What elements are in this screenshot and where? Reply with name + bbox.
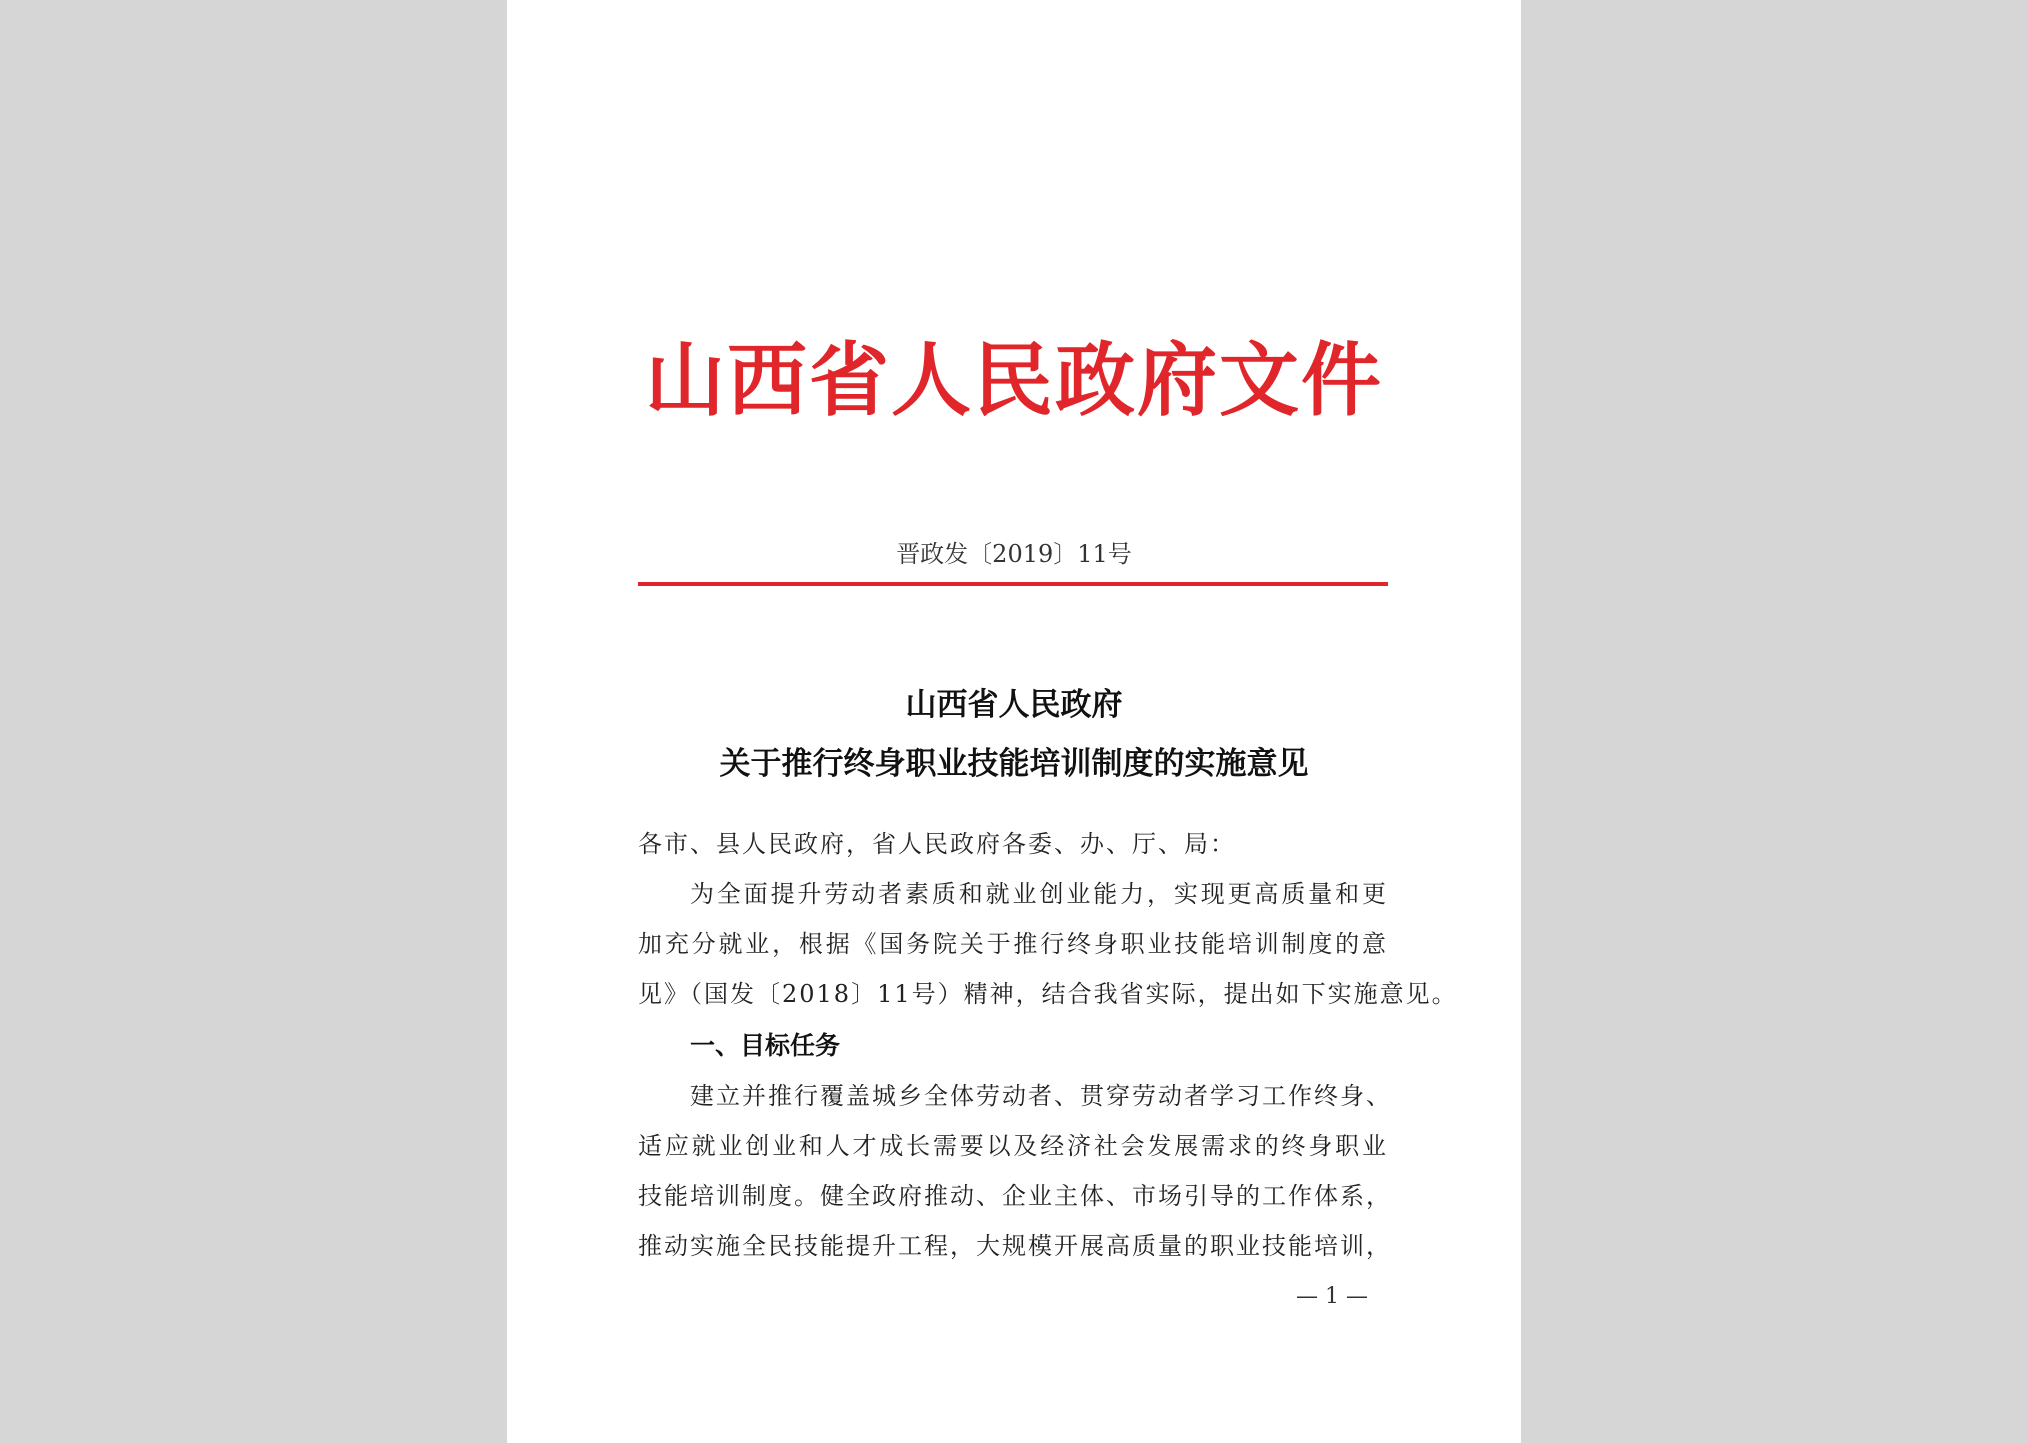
document-title-line-1: 山西省人民政府 xyxy=(905,687,1123,723)
section-1-heading: 一、目标任务 xyxy=(690,1031,841,1060)
document-title-line-2: 关于推行终身职业技能培训制度的实施意见 xyxy=(719,746,1309,782)
paragraph-2-line-1: 建立并推行覆盖城乡全体劳动者、贯穿劳动者学习工作终身、 xyxy=(690,1082,1392,1110)
paragraph-1-line-2: 加充分就业，根据《国务院关于推行终身职业技能培训制度的意 xyxy=(638,930,1388,958)
red-divider-line xyxy=(638,582,1388,586)
document-page xyxy=(507,0,1521,1443)
page-number: — 1 — xyxy=(1296,1284,1368,1309)
document-number: 晋政发〔2019〕11号 xyxy=(896,540,1132,568)
issuing-authority-header: 山西省人民政府文件 xyxy=(645,333,1383,427)
paragraph-1-line-1: 为全面提升劳动者素质和就业创业能力，实现更高质量和更 xyxy=(690,880,1388,908)
salutation: 各市、县人民政府，省人民政府各委、办、厅、局： xyxy=(638,830,1236,858)
paragraph-2-line-2: 适应就业创业和人才成长需要以及经济社会发展需求的终身职业 xyxy=(638,1132,1388,1160)
paragraph-1-line-3: 见》（国发〔2018〕11号）精神，结合我省实际，提出如下实施意见。 xyxy=(638,980,1458,1008)
paragraph-2-line-3: 技能培训制度。健全政府推动、企业主体、市场引导的工作体系， xyxy=(638,1182,1392,1210)
paragraph-2-line-4: 推动实施全民技能提升工程，大规模开展高质量的职业技能培训， xyxy=(638,1232,1392,1260)
